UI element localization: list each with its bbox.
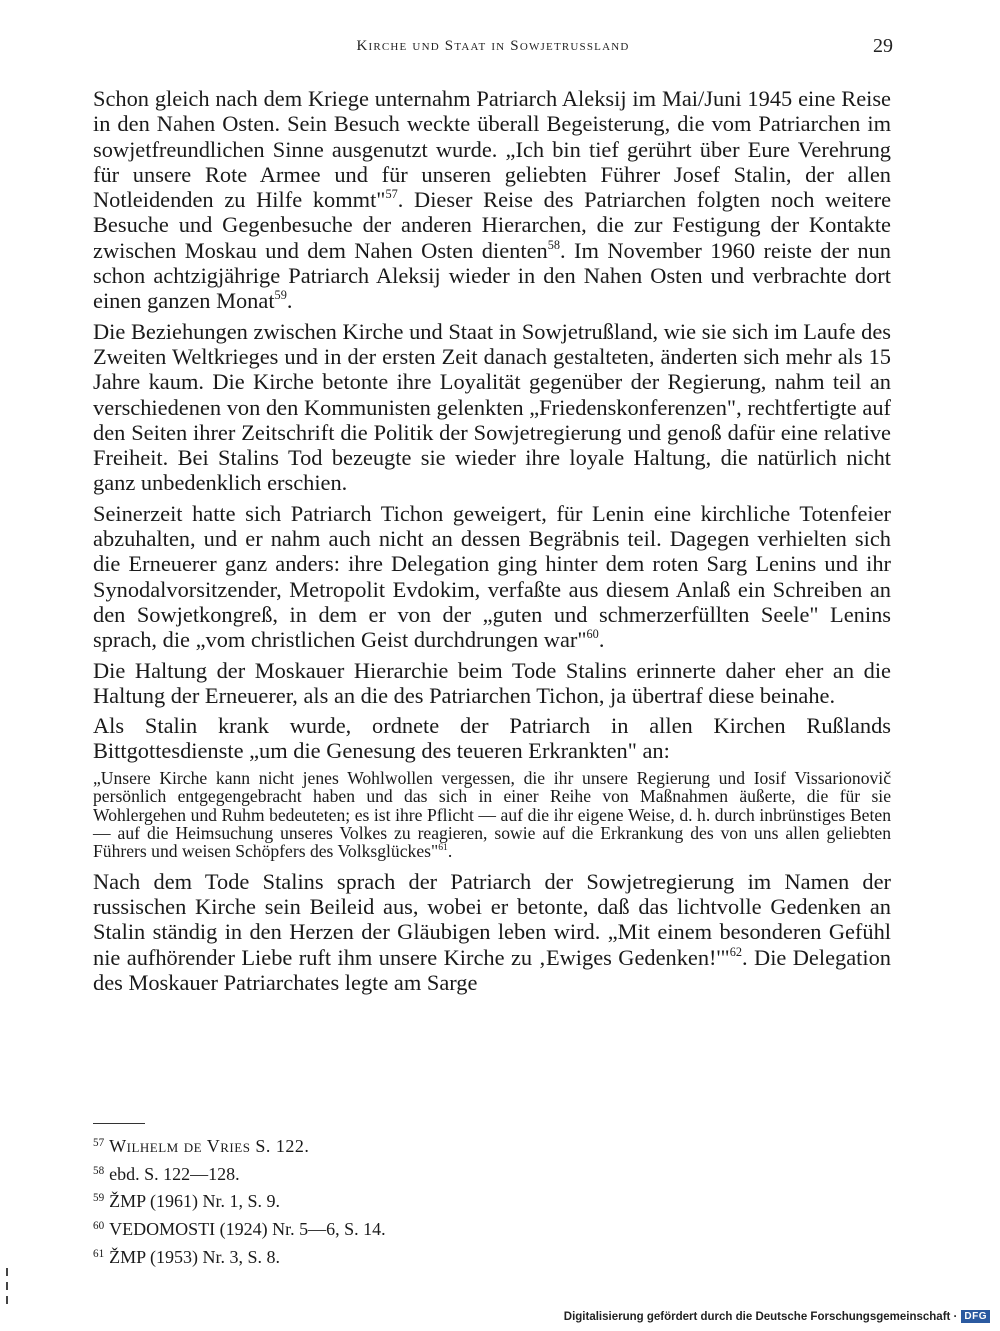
- running-head: Kirche und Staat in Sowjetrussland: [356, 38, 630, 54]
- funding-text: Digitalisierung gefördert durch die Deutsche Forschungsgemeinschaft ·: [563, 1310, 958, 1323]
- paragraph: Als Stalin krank wurde, ordnete der Patriarch in allen Kirchen Rußlands Bittgottesdienste „um die Genesung des teueren Erkrankten" an:: [93, 713, 891, 764]
- footnote-text: Wilhelm de Vries S. 122.: [109, 1136, 310, 1157]
- paragraph: Nach dem Tode Stalins sprach der Patriarch der Sowjetregierung im Namen der russischen Kirche sein Beileid aus, wobei er betonte, daß das lichtvolle Gedenken an Stalin ständig in den Herzen der Gläubigen leben wird. „Mit einem besonderen Gefühl nie aufhörender Liebe ruft ihm unsere Kirche zu ‚Ewiges Gedenken!'"$^{62}$. Die Delegation des Moskauer Patriarchates legte am Sarge: [93, 868, 891, 995]
- funding-notice: [564, 1310, 990, 1323]
- dfg-logo-icon: DFG: [961, 1310, 990, 1323]
- footnote-ref: 57: [385, 186, 398, 201]
- footnote: [93, 1131, 793, 1159]
- paragraph: Seinerzeit hatte sich Patriarch Tichon geweigert, für Lenin eine kirchliche Totenfeier abzuhalten, und er nahm auch nicht an dessen Begräbnis teil. Dagegen verhielten sich die Erneuerer ganz anders: ihre Delegation ging hinter dem roten Sarg Lenins und ihr Synodalvorsitzender, Metropolit Evdokim, verfaßte aus diesem Anlaß ein Schreiben an den Sowjetkongreß, in dem er von der „guten und schmerzerfüllten Seele" Lenins sprach, die „vom christlichen Geist durchdrungen war"$^{60}$.: [93, 500, 891, 653]
- footnote-number: 57: [93, 1137, 105, 1149]
- footnote-ref: 58: [547, 237, 561, 252]
- footnote: [93, 1242, 793, 1270]
- footnote-number: 58: [93, 1164, 105, 1177]
- paragraph: Schon gleich nach dem Kriege unternahm Patriarch Aleksij im Mai/Juni 1945 eine Reise in den Nahen Osten. Sein Besuch weckte überall Begeisterung, die vom Patriarchen im sowjetfreundlichen Sinne ausgenutzt wurde. „Ich bin tief gerührt über Eure Verehrung für unsere Rote Armee und für unseren geliebten Führer Josef Stalin, der allen Notleidenden zu Hilfe kommt"$^{57}$. Dieser Reise des Patriarchen folgten noch weitere Besuche und Gegenbesuche der anderen Hierarchen, die zur Festigung der Kontakte zwischen Moskau und dem Nahen Osten dienten$^{58}$. Im November 1960 reiste der nun schon achtzigjährige Patriarch Aleksij wieder in den Nahen Osten und verbrachte dort einen ganzen Monat$^{59}$.: [93, 86, 892, 314]
- footnote-ref: 59: [274, 288, 287, 303]
- page-header: [93, 35, 893, 62]
- footnotes: [93, 1131, 793, 1269]
- footnote-text: ŽMP (1961) Nr. 1, S. 9.: [109, 1191, 280, 1212]
- scan-mark: [6, 1296, 8, 1304]
- page-number: 29: [873, 35, 893, 57]
- footnote: [93, 1214, 793, 1242]
- footnote-ref: 61: [438, 842, 448, 854]
- footnote-divider: [93, 1123, 145, 1124]
- block-quote: „Unsere Kirche kann nicht jenes Wohlwollen vergessen, die ihr unsere Regierung und Iosif Vissarionovič persönlich entgegengebracht haben und das sich in einer Reihe von Maßnahmen äußerte, die für sie Wohlergehen und Ruhm bedeuteten; es ist ihre Pflicht — auf die ihr eigene Weise, d. h. durch inbrünstiges Beten — auf die Heimsuchung unseres Volkes zu reagieren, sowie auf die Erkrankung des von uns allen geliebten Führers und weisen Schöpfers des Volksglückes"$^{61}$.: [93, 767, 891, 862]
- footnote-text: ebd. S. 122—128.: [109, 1163, 240, 1184]
- paragraph: Die Haltung der Moskauer Hierarchie beim Tode Stalins erinnerte daher eher an die Haltung der Erneuerer, als an die des Patriarchen Tichon, ja übertraf diese beinahe.: [93, 657, 891, 708]
- footnote: [93, 1186, 793, 1214]
- scan-mark: [6, 1282, 8, 1290]
- footnote-number: 60: [93, 1219, 105, 1232]
- footnote-text: VEDOMOSTI (1924) Nr. 5—6, S. 14.: [109, 1219, 386, 1239]
- footnote-text: ŽMP (1953) Nr. 3, S. 8.: [109, 1246, 280, 1267]
- footnote: [93, 1159, 793, 1187]
- footnote-ref: 60: [586, 627, 599, 641]
- scan-mark: [6, 1268, 8, 1276]
- footnote-number: 61: [93, 1247, 105, 1260]
- footnote-number: 59: [93, 1192, 105, 1205]
- main-text: [93, 86, 891, 1000]
- scan-marks: [6, 1268, 10, 1308]
- paragraph: Die Beziehungen zwischen Kirche und Staat in Sowjetrußland, wie sie sich im Laufe des Zweiten Weltkrieges und in der ersten Zeit danach gestalteten, änderten sich mehr als 15 Jahre kaum. Die Kirche betonte ihre Loyalität gegenüber der Regierung, nahm teil an verschiedenen von den Kommunisten gelenkten „Friedenskonferenzen", rechtfertigte auf den Seiten ihrer Zeitschrift die Politik der Sowjetregierung und genoß dafür eine relative Freiheit. Bei Stalins Tod bezeugte sie wieder ihre loyale Haltung, die natürlich nicht ganz unbedenklich erschien.: [93, 318, 891, 496]
- footnote-ref: 62: [729, 944, 742, 959]
